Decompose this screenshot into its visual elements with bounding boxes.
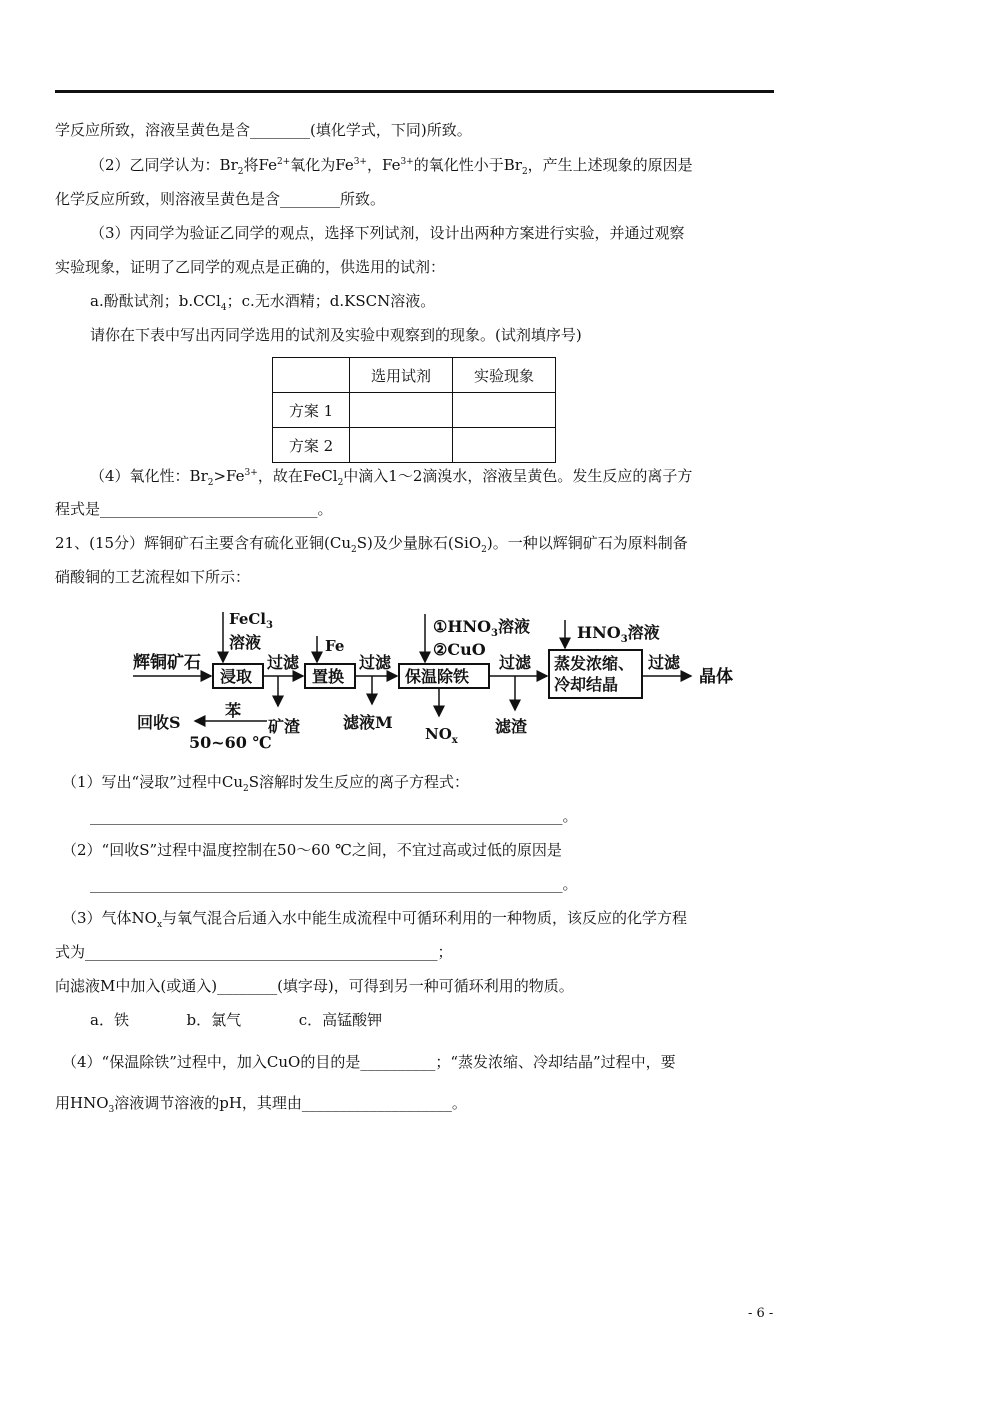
flow-label: $NO_x$ xyxy=(425,725,458,746)
text-line: 实验现象，证明了乙同学的观点是正确的，供选用的试剂： xyxy=(55,258,446,276)
text-line: 程式是_____________________________。 xyxy=(55,500,333,518)
flow-filter: 过滤 xyxy=(648,653,681,672)
text-line: （3）丙同学为验证乙同学的观点，选择下列试剂，设计出两种方案进行实验，并通过观察 xyxy=(90,224,685,242)
answer-blank: _______________________________________________________________。 xyxy=(90,807,578,825)
text-line: 学反应所致，溶液呈黄色是含________(填化学式，下同)所致。 xyxy=(55,121,472,139)
header-rule xyxy=(55,90,774,93)
flow-label: 滤液M xyxy=(343,713,393,732)
flow-start: 辉铜矿石 xyxy=(133,653,201,673)
answer-blank: _______________________________________________________________。 xyxy=(90,875,578,893)
flow-product: 晶体 xyxy=(699,667,733,687)
table-cell xyxy=(453,428,556,463)
text-line: 向滤液M中加入(或通入)________(填字母)，可得到另一种可循环利用的物质。 xyxy=(55,977,574,995)
text-line: 化学反应所致，则溶液呈黄色是含________所致。 xyxy=(55,190,386,208)
flow-reagent: FeCl$_3$ xyxy=(229,610,273,631)
reagent-list: a.酚酞试剂；b.CCl$_4$；c.无水酒精；d.KSCN溶液。 xyxy=(90,292,436,313)
table-cell xyxy=(453,393,556,428)
flow-reagent: $HNO_3$溶液 xyxy=(577,623,660,645)
flow-reagent: Fe xyxy=(325,637,345,655)
flow-label: 滤渣 xyxy=(495,717,528,736)
table-header-cell xyxy=(273,358,350,393)
table-cell xyxy=(350,393,453,428)
subquestion-3: （3）气体$NO_x$与氧气混合后通入水中能生成流程中可循环利用的一种物质，该反应的化学方程 xyxy=(62,909,688,930)
text-line: 用$HNO_3$溶液调节溶液的pH，其理由____________________。 xyxy=(55,1094,467,1115)
flow-reagent: $①HNO_3$溶液 xyxy=(433,617,531,639)
text-line: 请你在下表中写出丙同学选用的试剂及实验中观察到的现象。(试剂填序号) xyxy=(90,326,582,344)
text-line: 式为_______________________________________________； xyxy=(55,943,453,961)
flow-step-evap: 冷却结晶 xyxy=(554,675,619,694)
option: b．氯气 xyxy=(186,1011,242,1029)
flow-reagent: 溶液 xyxy=(229,633,262,652)
text-line: （4）氧化性：$Br_2>Fe^{3+}$，故在FeCl$_2$中滴入1～2滴溴水，溶液呈黄色。发生反应的离子方 xyxy=(90,467,693,488)
flow-label: 回收S xyxy=(137,713,181,732)
text-line: （2）乙同学认为：$Br_2$将$Fe^{2+}$氧化为$Fe^{3+}$，$Fe^{3+}$的氧化性小于$Br_2$，产生上述现象的原因是 xyxy=(90,156,693,177)
flow-label: 50~60 ℃ xyxy=(189,733,272,752)
flow-step-evap: 蒸发浓缩、 xyxy=(554,654,635,673)
table-header-cell: 实验现象 xyxy=(453,358,556,393)
option: c．高锰酸钾 xyxy=(298,1011,383,1029)
text-line: 硝酸铜的工艺流程如下所示： xyxy=(55,568,251,586)
answer-table xyxy=(272,357,556,463)
page-number: - 6 - xyxy=(748,1306,774,1321)
subquestion-4: （4）“保温除铁”过程中，加入CuO的目的是__________；“蒸发浓缩、冷却结晶”过程中，要 xyxy=(62,1053,676,1071)
flow-filter: 过滤 xyxy=(499,653,532,672)
subquestion-2: （2）“回收S”过程中温度控制在50～60 ℃之间，不宜过高或过低的原因是 xyxy=(62,841,562,859)
subquestion-1: （1）写出“浸取”过程中$Cu_2S$溶解时发生反应的离子方程式： xyxy=(62,773,470,794)
table-row-label: 方案 2 xyxy=(273,428,350,463)
flow-step-leach: 浸取 xyxy=(220,667,253,686)
table-header-cell: 选用试剂 xyxy=(350,358,453,393)
flow-step-replace: 置换 xyxy=(312,667,345,686)
flow-label: 苯 xyxy=(225,701,242,720)
table-cell xyxy=(350,428,453,463)
flow-filter: 过滤 xyxy=(267,653,300,672)
option: a．铁 xyxy=(90,1011,129,1029)
flow-reagent: ②CuO xyxy=(433,640,486,659)
option-list xyxy=(90,1010,382,1030)
table-row-label: 方案 1 xyxy=(273,393,350,428)
flow-label: 矿渣 xyxy=(268,717,301,736)
process-flow-diagram xyxy=(125,606,745,756)
flow-filter: 过滤 xyxy=(359,653,392,672)
flow-step-keep: 保温除铁 xyxy=(405,667,470,686)
question-21: 21、(15分）辉铜矿石主要含有硫化亚铜$(Cu_2S)$及少量脉石(SiO$_2$)。一种以辉铜矿石为原料制备 xyxy=(55,534,688,555)
